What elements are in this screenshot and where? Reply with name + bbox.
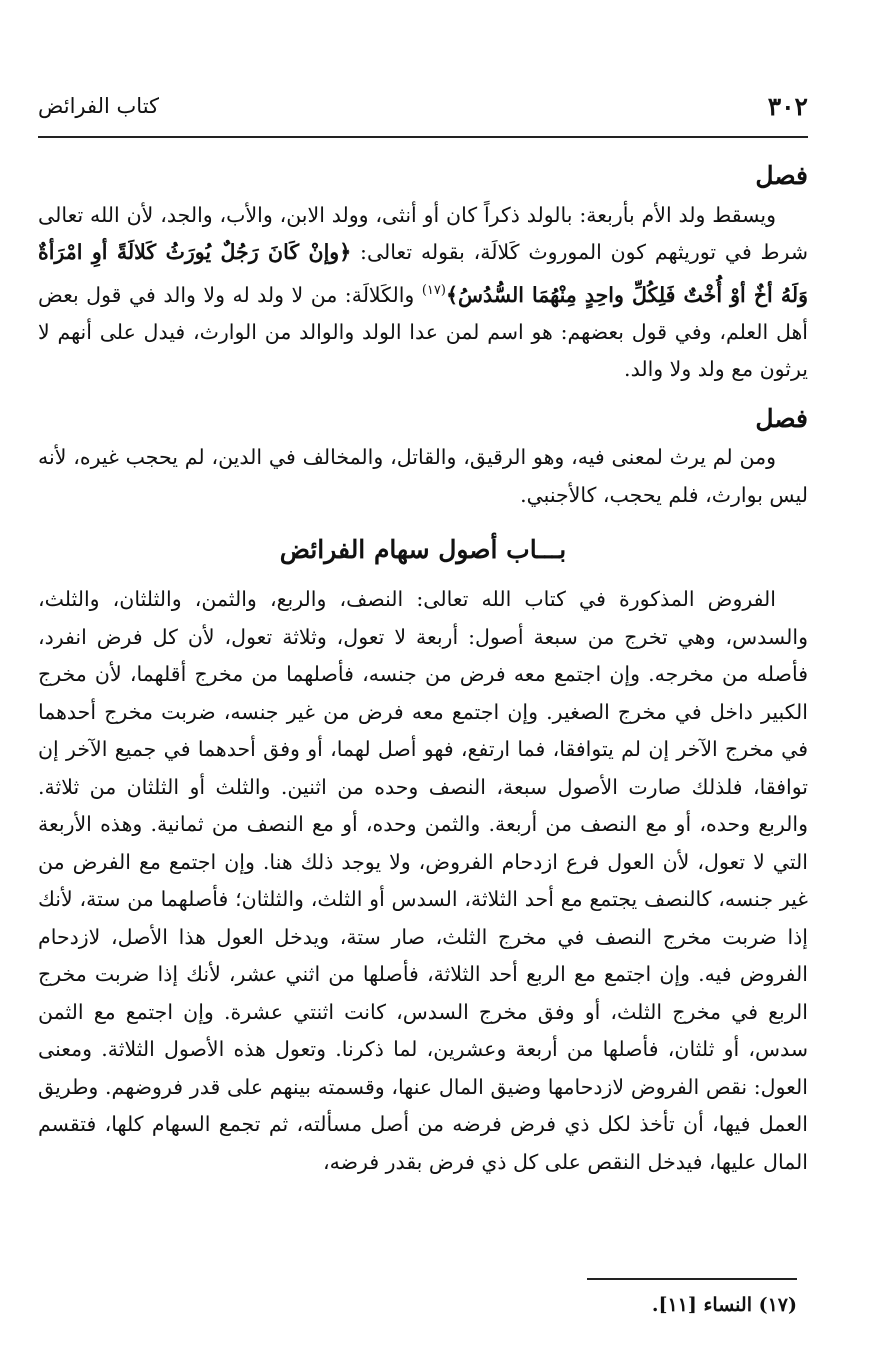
paragraph-usul: الفروض المذكورة في كتاب الله تعالى: النصف، والربع، والثمن، والثلثان، والثلث، والسدس، وهي تخرج من سبعة أصول: أربعة لا تعول، وثلاثة تعول، لأن كل فرض انفرد، فأصله من مخرجه. وإن اجتمع معه فرض من جنسه، فأصلهما من مخرج أقلهما، لأن مخرج الكبير داخل في مخرج الصغير. وإن اجتمع معه فرض من غير جنسه، ضربت مخرج أحدهما في مخرج الآخر إن لم يتوافقا، فما ارتفع، فهو أصل لهما، أو وفق أحدهما في جميع الآخر إن توافقا، فلذلك صارت الأصول سبعة، النصف وحده من اثنين. والثلث أو الثلثان من ثلاثة. والربع وحده، أو مع النصف من أربعة. والثمن وحده، أو مع النصف من ثمانية. وهذه الأربعة التي لا تعول، لأن العول فرع ازدحام الفروض، ولا يوجد ذلك هنا. وإن اجتمع مع الفرض من غير جنسه، كالنصف يجتمع مع أحد الثلاثة، السدس أو الثلث، والثلثان؛ فأصلهما من ستة، لأنك إذا ضربت مخرج النصف في مخرج الثلث، صار ستة، ويدخل العول هذا الأصل، لازدحام الفروض فيه. وإن اجتمع مع الربع أحد الثلاثة، فأصلها من اثني عشر، لأنك إذا ضربت مخرج الربع في مخرج الثلث، أو وفق مخرج السدس، كانت اثنتي عشرة. وإن اجتمع مع الثمن سدس، أو ثلثان، فأصلها من أربعة وعشرين، لما ذكرنا. وتعول هذه الأصول الثلاثة. ومعنى العول: نقص الفروض لازدحامها وضيق المال عنها، وقسمته بينهم على قدر فروضهم. وطريق العمل فيها، أن تأخذ لكل ذي فرض فرضه من أصل مسألته، ثم تجمع السهام كلها، فتقسم المال عليها، فيدخل النقص على كل ذي فرض بقدر فرضه، bbox=[38, 587, 808, 1174]
footnote-rule bbox=[587, 1278, 797, 1280]
paragraph-text: ويسقط ولد الأم بأربعة: بالولد ذكراً كان أو أنثى، وولد الابن، والأب، والجد، لأن الله تعالى شرط في توريثهم كون الموروث كَلالَة، بقوله تعالى: bbox=[38, 202, 809, 264]
page-number: ٣٠٢ bbox=[767, 92, 808, 121]
quran-verse: ﴿وإنْ كَانَ رَجُلٌ يُورَثُ كَلالَةً أوِ امْرَأةٌ وَلَهُ أخٌ أوْ أُخْتٌ فَلِكُلِّ واحِدٍ مِنْهُمَا السُّدُسُ﴾ bbox=[38, 240, 808, 307]
paragraph-text: والكَلالَة: من لا ولد له ولا والد في قول بعض أهل العلم، وفي قول بعضهم: هو اسم لمن عدا الولد والوالد من الوارث، فيدل على أنهم لا يرثون مع ولد ولا والد. bbox=[38, 282, 808, 382]
footnote: (١٧) النساء [١١]. bbox=[651, 1294, 797, 1316]
page-header bbox=[38, 92, 808, 126]
section-heading: فصل bbox=[755, 403, 808, 433]
section-heading: فصل bbox=[755, 161, 808, 190]
paragraph-hajb: ومن لم يرث لمعنى فيه، وهو الرقيق، والقاتل، والمخالف في الدين، لم يحجب غيره، لأنه ليس بوارث، فلم يحجب، كالأجنبي. bbox=[38, 445, 808, 507]
running-title: كتاب الفرائض bbox=[38, 94, 160, 118]
page-body bbox=[38, 160, 808, 1181]
footnote-reference: (١٧) bbox=[421, 282, 446, 298]
header-rule bbox=[38, 136, 808, 138]
chapter-title: بـــاب أصول سهام الفرائض bbox=[279, 535, 567, 565]
paragraph-kalala bbox=[38, 197, 808, 389]
